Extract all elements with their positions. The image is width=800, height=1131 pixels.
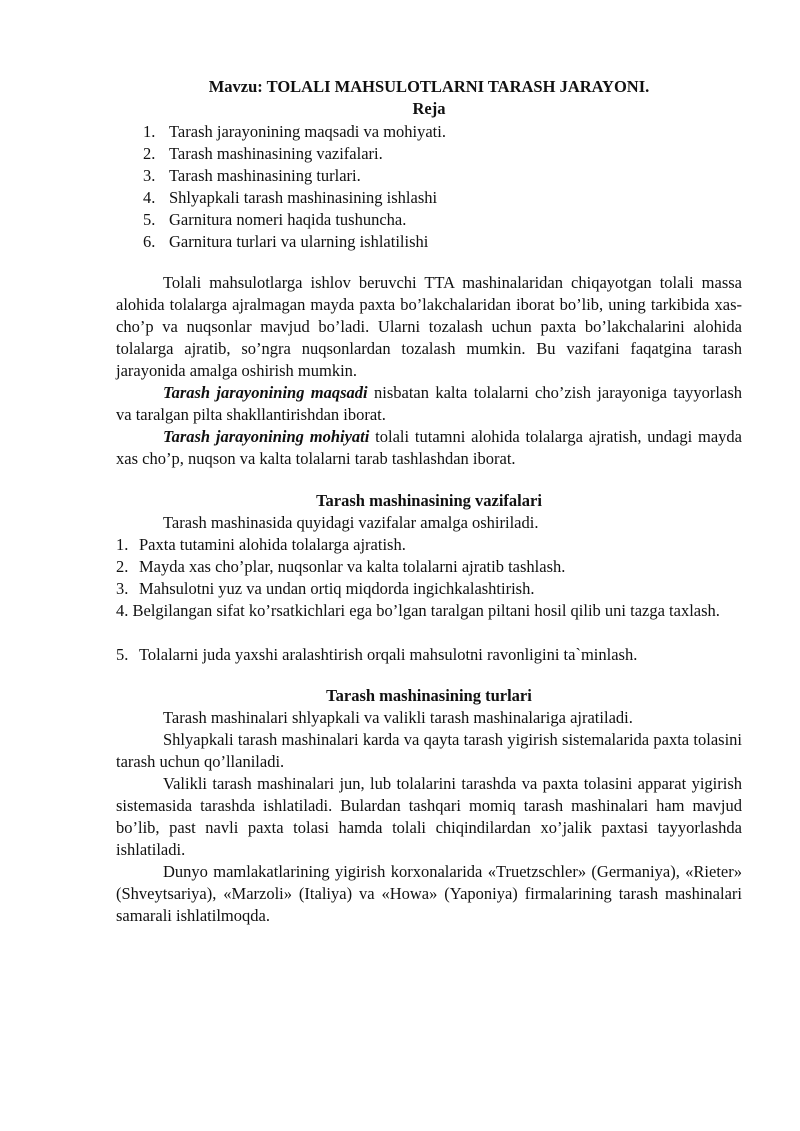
plan-item-text: Garnitura nomeri haqida tushuncha. xyxy=(169,210,407,229)
task-item-text: Paxta tutamini alohida tolalarga ajratish. xyxy=(139,535,406,554)
document-title: Mavzu: TOLALI MAHSULOTLARNI TARASH JARAYONI. xyxy=(208,77,650,96)
task-item-number: 2. xyxy=(116,557,129,576)
types-paragraph xyxy=(116,861,742,927)
essence-paragraph xyxy=(116,426,742,470)
plan-item-text: Tarash mashinasining vazifalari. xyxy=(169,144,383,163)
plan-item-number: 1. xyxy=(143,122,156,141)
essence-term: Tarash jarayonining mohiyati xyxy=(163,427,370,446)
types-paragraph-text: Shlyapkali tarash mashinalari karda va qayta tarash yigirish sistemalarida paxta tolasini tarash uchun qo’llaniladi. xyxy=(116,730,742,771)
tasks-intro: Tarash mashinasida quyidagi vazifalar amalga oshiriladi. xyxy=(163,513,539,532)
intro-paragraph xyxy=(116,272,742,382)
task-item-text: Mahsulotni yuz va undan ortiq miqdorda ingichkalashtirish. xyxy=(139,579,535,598)
purpose-paragraph xyxy=(116,382,742,426)
task-item-number: 4. xyxy=(116,601,129,620)
types-heading: Tarash mashinasining turlari xyxy=(326,686,532,705)
essence-text: tolali tutamni alohida tolalarga ajratish, undagi mayda xas cho’p, nuqson va kalta tolalarni tarab tashlashdan iborat. xyxy=(116,427,742,468)
types-paragraph xyxy=(116,707,742,729)
types-paragraph xyxy=(116,729,742,773)
purpose-term: Tarash jarayonining maqsadi xyxy=(163,383,368,402)
types-paragraph-text: Valikli tarash mashinalari jun, lub tolalarini tarashda va paxta tolasini apparat yigirish sistemasida tarashda ishlatiladi. Bulardan tashqari momiq tarash mashinalari ham mavjud bo’lib, past navli paxta tolasi hamda tolali chiqindilardan xo’jalik paxtasi tayyorlashda ishlatiladi. xyxy=(116,774,742,859)
types-paragraph xyxy=(116,773,742,861)
plan-item-number: 3. xyxy=(143,166,156,185)
plan-heading: Reja xyxy=(412,99,446,118)
tasks-heading: Tarash mashinasining vazifalari xyxy=(316,491,542,510)
plan-item-text: Garnitura turlari va ularning ishlatilishi xyxy=(169,232,429,251)
task-item-text: Belgilangan sifat ko’rsatkichlari ega bo’lgan taralgan piltani hosil qilib uni tazga taxlash. xyxy=(132,601,720,620)
plan-item-text: Shlyapkali tarash mashinasining ishlashi xyxy=(169,188,438,207)
plan-item-number: 4. xyxy=(143,188,156,207)
task-item-number: 1. xyxy=(116,535,129,554)
task-item-number: 3. xyxy=(116,579,129,598)
task-item-number: 5. xyxy=(116,645,129,664)
task-item-text: Mayda xas cho’plar, nuqsonlar va kalta tolalarni ajratib tashlash. xyxy=(139,557,566,576)
task-item xyxy=(116,600,742,622)
plan-item-text: Tarash jarayonining maqsadi va mohiyati. xyxy=(169,122,446,141)
plan-item-number: 2. xyxy=(143,144,156,163)
plan-item-number: 6. xyxy=(143,232,156,251)
plan-item-number: 5. xyxy=(143,210,156,229)
plan-item-text: Tarash mashinasining turlari. xyxy=(169,166,361,185)
intro-paragraph-text: Tolali mahsulotlarga ishlov beruvchi TTA mashinalaridan chiqayotgan tolali massa alohida tolalarga ajralmagan mayda paxta bo’lakchalaridan iborat bo’lib, uning tarkibida xas-cho’p va nuqsonlar mavjud bo’ladi. Ularni tozalash uchun paxta bo’lakchalarini alohida tolalarga ajratib, so’ngra nuqsonlardan tozalash mumkin. Bu vazifani faqatgina tarash jarayonida amalga oshirish mumkin. xyxy=(116,273,742,380)
purpose-text: nisbatan kalta tolalarni cho’zish jarayoniga tayyorlash va taralgan pilta shakllantirishdan iborat. xyxy=(116,383,742,424)
types-paragraph-text: Tarash mashinalari shlyapkali va valikli tarash mashinalariga ajratiladi. xyxy=(163,708,633,727)
task-item-text: Tolalarni juda yaxshi aralashtirish orqali mahsulotni ravonligini ta`minlash. xyxy=(139,645,638,664)
types-paragraph-text: Dunyo mamlakatlarining yigirish korxonalarida «Truetzschler» (Germaniya), «Rieter» (Shveytsariya), «Marzoli» (Italiya) va «Howa» (Yaponiya) firmalarining tarash mashinalari samarali ishlatilmoqda. xyxy=(116,862,742,925)
